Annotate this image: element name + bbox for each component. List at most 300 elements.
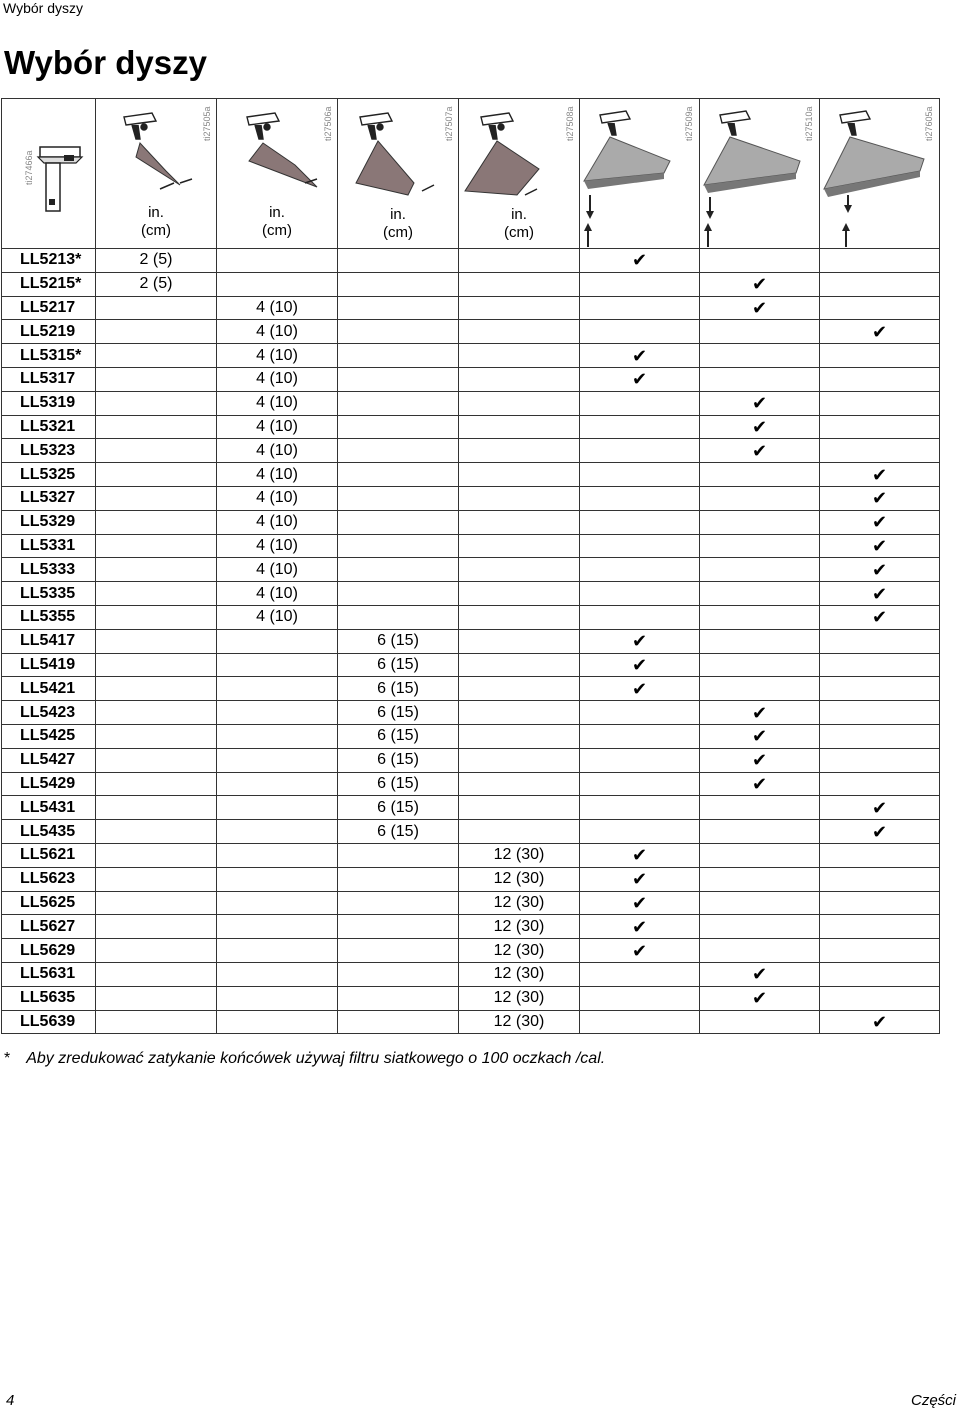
check-cell bbox=[700, 558, 820, 582]
table-row bbox=[2, 1010, 940, 1034]
figure-id: ti27605a bbox=[924, 106, 934, 141]
size-unit-label: in. (cm) bbox=[262, 204, 292, 239]
size-cell bbox=[96, 772, 217, 796]
check-cell bbox=[700, 796, 820, 820]
size-cell: 4 (10) bbox=[217, 463, 338, 487]
size-cell bbox=[459, 677, 580, 701]
size-cell bbox=[338, 1010, 459, 1034]
table-row bbox=[2, 249, 940, 273]
size-cell bbox=[338, 582, 459, 606]
size-cell bbox=[338, 867, 459, 891]
size-cell bbox=[96, 653, 217, 677]
size-cell: 6 (15) bbox=[338, 820, 459, 844]
check-cell bbox=[580, 486, 700, 510]
check-icon: ✔ bbox=[871, 607, 888, 628]
size-cell bbox=[338, 510, 459, 534]
size-cell bbox=[459, 296, 580, 320]
check-icon: ✔ bbox=[751, 773, 768, 794]
check-cell bbox=[700, 1010, 820, 1034]
check-cell bbox=[820, 272, 940, 296]
check-cell bbox=[820, 249, 940, 273]
size-cell bbox=[459, 320, 580, 344]
size-cell bbox=[217, 986, 338, 1010]
check-cell bbox=[580, 439, 700, 463]
check-icon: ✔ bbox=[631, 869, 648, 890]
size-cell bbox=[96, 510, 217, 534]
table-row bbox=[2, 843, 940, 867]
header-cell-tip bbox=[2, 99, 96, 249]
size-cell bbox=[338, 986, 459, 1010]
size-cell bbox=[338, 249, 459, 273]
check-icon: ✔ bbox=[751, 393, 768, 414]
check-icon: ✔ bbox=[751, 702, 768, 723]
running-header: Wybór dyszy bbox=[3, 0, 84, 16]
size-cell bbox=[338, 891, 459, 915]
check-cell bbox=[580, 391, 700, 415]
check-cell bbox=[820, 320, 940, 344]
size-cell: 4 (10) bbox=[217, 486, 338, 510]
table-row bbox=[2, 367, 940, 391]
size-cell bbox=[459, 605, 580, 629]
size-cell: 4 (10) bbox=[217, 605, 338, 629]
size-cell bbox=[459, 772, 580, 796]
size-cell bbox=[338, 605, 459, 629]
check-cell bbox=[820, 891, 940, 915]
size-cell bbox=[96, 748, 217, 772]
table-row bbox=[2, 463, 940, 487]
check-icon: ✔ bbox=[751, 440, 768, 461]
nozzle-code: LL5429 bbox=[2, 772, 96, 796]
size-cell: 4 (10) bbox=[217, 415, 338, 439]
table-row bbox=[2, 534, 940, 558]
nozzle-code: LL5623 bbox=[2, 867, 96, 891]
nozzle-code: LL5321 bbox=[2, 415, 96, 439]
table-row bbox=[2, 391, 940, 415]
check-cell bbox=[700, 677, 820, 701]
check-cell bbox=[820, 653, 940, 677]
size-cell bbox=[459, 582, 580, 606]
check-cell bbox=[580, 653, 700, 677]
table-row bbox=[2, 701, 940, 725]
size-cell bbox=[217, 820, 338, 844]
nozzle-code: LL5625 bbox=[2, 891, 96, 915]
header-cell-width-1 bbox=[96, 99, 217, 249]
footer-section-label: Części bbox=[910, 1392, 956, 1409]
check-cell bbox=[700, 629, 820, 653]
size-cell: 2 (5) bbox=[96, 272, 217, 296]
table-row bbox=[2, 629, 940, 653]
size-cell: 6 (15) bbox=[338, 796, 459, 820]
size-cell: 4 (10) bbox=[217, 367, 338, 391]
check-cell bbox=[820, 415, 940, 439]
check-icon: ✔ bbox=[631, 916, 648, 937]
nozzle-code: LL5331 bbox=[2, 534, 96, 558]
header-cell-width-3 bbox=[338, 99, 459, 249]
fan-pattern-illustration bbox=[580, 99, 700, 248]
check-cell bbox=[700, 510, 820, 534]
size-cell: 2 (5) bbox=[96, 249, 217, 273]
table-row bbox=[2, 986, 940, 1010]
size-cell bbox=[459, 701, 580, 725]
size-cell bbox=[338, 439, 459, 463]
check-cell bbox=[820, 582, 940, 606]
check-cell bbox=[820, 486, 940, 510]
size-cell bbox=[96, 843, 217, 867]
check-icon: ✔ bbox=[871, 583, 888, 604]
size-cell bbox=[217, 867, 338, 891]
size-cell bbox=[96, 320, 217, 344]
size-cell bbox=[217, 724, 338, 748]
check-cell bbox=[820, 367, 940, 391]
check-cell bbox=[700, 582, 820, 606]
check-cell bbox=[700, 724, 820, 748]
check-icon: ✔ bbox=[751, 274, 768, 295]
table-row bbox=[2, 296, 940, 320]
check-cell bbox=[820, 962, 940, 986]
check-cell bbox=[700, 605, 820, 629]
check-icon: ✔ bbox=[871, 1011, 888, 1032]
check-cell bbox=[580, 843, 700, 867]
check-icon: ✔ bbox=[631, 940, 648, 961]
check-cell bbox=[820, 439, 940, 463]
check-cell bbox=[820, 558, 940, 582]
size-cell bbox=[96, 820, 217, 844]
check-cell bbox=[580, 724, 700, 748]
size-unit-label: in. (cm) bbox=[383, 206, 413, 241]
size-cell bbox=[96, 986, 217, 1010]
size-cell bbox=[217, 701, 338, 725]
header-cell-pattern-2 bbox=[700, 99, 820, 249]
check-cell bbox=[820, 820, 940, 844]
check-cell bbox=[700, 320, 820, 344]
size-cell bbox=[459, 510, 580, 534]
check-icon: ✔ bbox=[871, 797, 888, 818]
size-cell bbox=[217, 796, 338, 820]
size-cell bbox=[338, 391, 459, 415]
check-cell bbox=[700, 915, 820, 939]
check-cell bbox=[820, 1010, 940, 1034]
table-row bbox=[2, 820, 940, 844]
nozzle-code: LL5217 bbox=[2, 296, 96, 320]
size-cell bbox=[338, 296, 459, 320]
nozzle-code: LL5323 bbox=[2, 439, 96, 463]
nozzle-code: LL5315* bbox=[2, 344, 96, 368]
size-cell bbox=[459, 391, 580, 415]
size-cell bbox=[96, 558, 217, 582]
size-cell bbox=[217, 629, 338, 653]
page-title: Wybór dyszy bbox=[4, 44, 207, 81]
check-cell bbox=[820, 939, 940, 963]
footnote-marker: * bbox=[4, 1050, 11, 1067]
nozzle-code: LL5627 bbox=[2, 915, 96, 939]
check-cell bbox=[700, 463, 820, 487]
size-cell bbox=[96, 439, 217, 463]
size-cell: 4 (10) bbox=[217, 439, 338, 463]
size-cell: 4 (10) bbox=[217, 391, 338, 415]
size-cell bbox=[96, 796, 217, 820]
nozzle-code: LL5215* bbox=[2, 272, 96, 296]
check-cell bbox=[820, 534, 940, 558]
check-icon: ✔ bbox=[631, 892, 648, 913]
figure-id: ti27466a bbox=[24, 150, 34, 185]
check-cell bbox=[700, 939, 820, 963]
size-cell bbox=[338, 558, 459, 582]
size-cell bbox=[338, 415, 459, 439]
size-cell bbox=[459, 748, 580, 772]
table-row bbox=[2, 510, 940, 534]
size-cell bbox=[459, 629, 580, 653]
size-cell bbox=[96, 939, 217, 963]
size-cell bbox=[459, 796, 580, 820]
size-cell: 12 (30) bbox=[459, 915, 580, 939]
nozzle-code: LL5333 bbox=[2, 558, 96, 582]
size-cell bbox=[338, 843, 459, 867]
check-cell bbox=[580, 344, 700, 368]
check-cell bbox=[580, 1010, 700, 1034]
table-body bbox=[2, 249, 940, 1034]
check-cell bbox=[820, 463, 940, 487]
size-cell bbox=[338, 272, 459, 296]
size-cell bbox=[217, 891, 338, 915]
size-cell: 6 (15) bbox=[338, 677, 459, 701]
check-icon: ✔ bbox=[631, 369, 648, 390]
check-cell bbox=[700, 748, 820, 772]
size-cell bbox=[217, 772, 338, 796]
size-cell bbox=[96, 486, 217, 510]
check-icon: ✔ bbox=[871, 821, 888, 842]
table-row bbox=[2, 439, 940, 463]
table-row bbox=[2, 677, 940, 701]
nozzle-code: LL5213* bbox=[2, 249, 96, 273]
table-row bbox=[2, 272, 940, 296]
size-cell bbox=[96, 296, 217, 320]
check-icon: ✔ bbox=[871, 464, 888, 485]
check-cell bbox=[580, 629, 700, 653]
size-cell: 4 (10) bbox=[217, 534, 338, 558]
check-cell bbox=[580, 915, 700, 939]
size-cell: 12 (30) bbox=[459, 891, 580, 915]
check-cell bbox=[820, 510, 940, 534]
check-icon: ✔ bbox=[631, 250, 648, 271]
size-cell bbox=[96, 582, 217, 606]
table-row bbox=[2, 344, 940, 368]
check-icon: ✔ bbox=[871, 321, 888, 342]
size-cell bbox=[217, 843, 338, 867]
size-cell: 4 (10) bbox=[217, 510, 338, 534]
check-cell bbox=[820, 391, 940, 415]
table-row bbox=[2, 867, 940, 891]
check-cell bbox=[820, 605, 940, 629]
check-cell bbox=[580, 796, 700, 820]
table-row bbox=[2, 320, 940, 344]
size-cell bbox=[338, 939, 459, 963]
nozzle-code: LL5431 bbox=[2, 796, 96, 820]
fan-pattern-illustration bbox=[820, 99, 940, 248]
size-cell bbox=[96, 415, 217, 439]
check-cell bbox=[580, 748, 700, 772]
check-cell bbox=[700, 653, 820, 677]
check-icon: ✔ bbox=[751, 964, 768, 985]
table-row bbox=[2, 939, 940, 963]
footnote-text: Aby zredukować zatykanie końcówek używaj filtru siatkowego o 100 oczkach /cal. bbox=[26, 1050, 606, 1067]
figure-id: ti27505a bbox=[202, 106, 212, 141]
check-cell bbox=[580, 701, 700, 725]
check-cell bbox=[580, 891, 700, 915]
size-cell: 6 (15) bbox=[338, 748, 459, 772]
size-cell bbox=[96, 891, 217, 915]
figure-id: ti27510a bbox=[804, 106, 814, 141]
check-cell bbox=[820, 724, 940, 748]
nozzle-code: LL5329 bbox=[2, 510, 96, 534]
size-cell: 4 (10) bbox=[217, 320, 338, 344]
nozzle-code: LL5639 bbox=[2, 1010, 96, 1034]
check-icon: ✔ bbox=[631, 631, 648, 652]
check-icon: ✔ bbox=[871, 559, 888, 580]
check-cell bbox=[580, 367, 700, 391]
table-row bbox=[2, 796, 940, 820]
figure-id: ti27508a bbox=[565, 106, 575, 141]
size-cell bbox=[96, 534, 217, 558]
check-cell bbox=[820, 796, 940, 820]
table-row bbox=[2, 415, 940, 439]
check-cell bbox=[700, 891, 820, 915]
size-cell: 12 (30) bbox=[459, 939, 580, 963]
nozzle-code: LL5317 bbox=[2, 367, 96, 391]
size-cell bbox=[217, 653, 338, 677]
check-cell bbox=[700, 701, 820, 725]
check-cell bbox=[700, 986, 820, 1010]
size-cell bbox=[459, 724, 580, 748]
size-cell: 6 (15) bbox=[338, 724, 459, 748]
check-cell bbox=[700, 843, 820, 867]
check-icon: ✔ bbox=[631, 654, 648, 675]
check-cell bbox=[580, 249, 700, 273]
nozzle-code: LL5635 bbox=[2, 986, 96, 1010]
check-icon: ✔ bbox=[631, 345, 648, 366]
check-icon: ✔ bbox=[631, 678, 648, 699]
size-cell: 12 (30) bbox=[459, 867, 580, 891]
header-cell-pattern-3 bbox=[820, 99, 940, 249]
size-cell: 4 (10) bbox=[217, 296, 338, 320]
table-row bbox=[2, 772, 940, 796]
page-number: 4 bbox=[6, 1392, 15, 1409]
spray-tip-illustration bbox=[2, 99, 96, 248]
size-cell bbox=[96, 867, 217, 891]
check-icon: ✔ bbox=[751, 416, 768, 437]
check-cell bbox=[820, 296, 940, 320]
nozzle-code: LL5327 bbox=[2, 486, 96, 510]
nozzle-code: LL5629 bbox=[2, 939, 96, 963]
check-cell bbox=[700, 272, 820, 296]
size-cell bbox=[338, 962, 459, 986]
check-cell bbox=[700, 867, 820, 891]
check-cell bbox=[700, 820, 820, 844]
size-unit-label: in. (cm) bbox=[141, 204, 171, 239]
table-row bbox=[2, 582, 940, 606]
check-cell bbox=[700, 962, 820, 986]
size-cell bbox=[96, 367, 217, 391]
check-cell bbox=[700, 772, 820, 796]
size-cell bbox=[96, 391, 217, 415]
nozzle-selection-table bbox=[1, 98, 940, 1034]
check-cell bbox=[580, 534, 700, 558]
nozzle-code: LL5219 bbox=[2, 320, 96, 344]
check-cell bbox=[820, 677, 940, 701]
size-cell bbox=[459, 272, 580, 296]
fan-pattern-illustration bbox=[700, 99, 820, 248]
nozzle-code: LL5335 bbox=[2, 582, 96, 606]
table-header-row bbox=[2, 99, 940, 249]
table-row bbox=[2, 724, 940, 748]
nozzle-code: LL5417 bbox=[2, 629, 96, 653]
check-cell bbox=[580, 463, 700, 487]
nozzle-code: LL5319 bbox=[2, 391, 96, 415]
nozzle-code: LL5621 bbox=[2, 843, 96, 867]
check-cell bbox=[820, 748, 940, 772]
size-cell bbox=[338, 367, 459, 391]
table-row bbox=[2, 962, 940, 986]
size-cell: 6 (15) bbox=[338, 701, 459, 725]
size-cell bbox=[217, 1010, 338, 1034]
size-cell bbox=[459, 249, 580, 273]
size-cell bbox=[96, 677, 217, 701]
size-cell bbox=[338, 463, 459, 487]
check-icon: ✔ bbox=[751, 988, 768, 1009]
size-cell bbox=[459, 820, 580, 844]
check-cell bbox=[580, 677, 700, 701]
check-cell bbox=[580, 605, 700, 629]
check-cell bbox=[820, 344, 940, 368]
check-cell bbox=[580, 272, 700, 296]
check-cell bbox=[820, 772, 940, 796]
check-cell bbox=[580, 939, 700, 963]
table-row bbox=[2, 605, 940, 629]
check-cell bbox=[700, 534, 820, 558]
nozzle-code: LL5435 bbox=[2, 820, 96, 844]
header-cell-width-2 bbox=[217, 99, 338, 249]
nozzle-code: LL5325 bbox=[2, 463, 96, 487]
size-cell bbox=[459, 486, 580, 510]
size-cell bbox=[96, 1010, 217, 1034]
size-cell: 4 (10) bbox=[217, 582, 338, 606]
figure-id: ti27509a bbox=[684, 106, 694, 141]
size-cell bbox=[96, 463, 217, 487]
figure-id: ti27506a bbox=[323, 106, 333, 141]
check-icon: ✔ bbox=[631, 845, 648, 866]
size-cell bbox=[459, 534, 580, 558]
check-cell bbox=[580, 320, 700, 344]
size-cell bbox=[217, 939, 338, 963]
size-cell bbox=[459, 463, 580, 487]
size-cell bbox=[459, 367, 580, 391]
check-cell bbox=[580, 986, 700, 1010]
check-cell bbox=[820, 843, 940, 867]
size-cell: 4 (10) bbox=[217, 558, 338, 582]
check-cell bbox=[700, 439, 820, 463]
check-cell bbox=[580, 820, 700, 844]
nozzle-code: LL5421 bbox=[2, 677, 96, 701]
check-cell bbox=[820, 986, 940, 1010]
footnote bbox=[4, 1050, 605, 1068]
size-cell bbox=[459, 439, 580, 463]
size-cell bbox=[96, 915, 217, 939]
check-cell bbox=[580, 558, 700, 582]
header-cell-width-4 bbox=[459, 99, 580, 249]
size-cell bbox=[338, 344, 459, 368]
check-cell bbox=[700, 249, 820, 273]
check-cell bbox=[700, 415, 820, 439]
size-cell: 12 (30) bbox=[459, 843, 580, 867]
